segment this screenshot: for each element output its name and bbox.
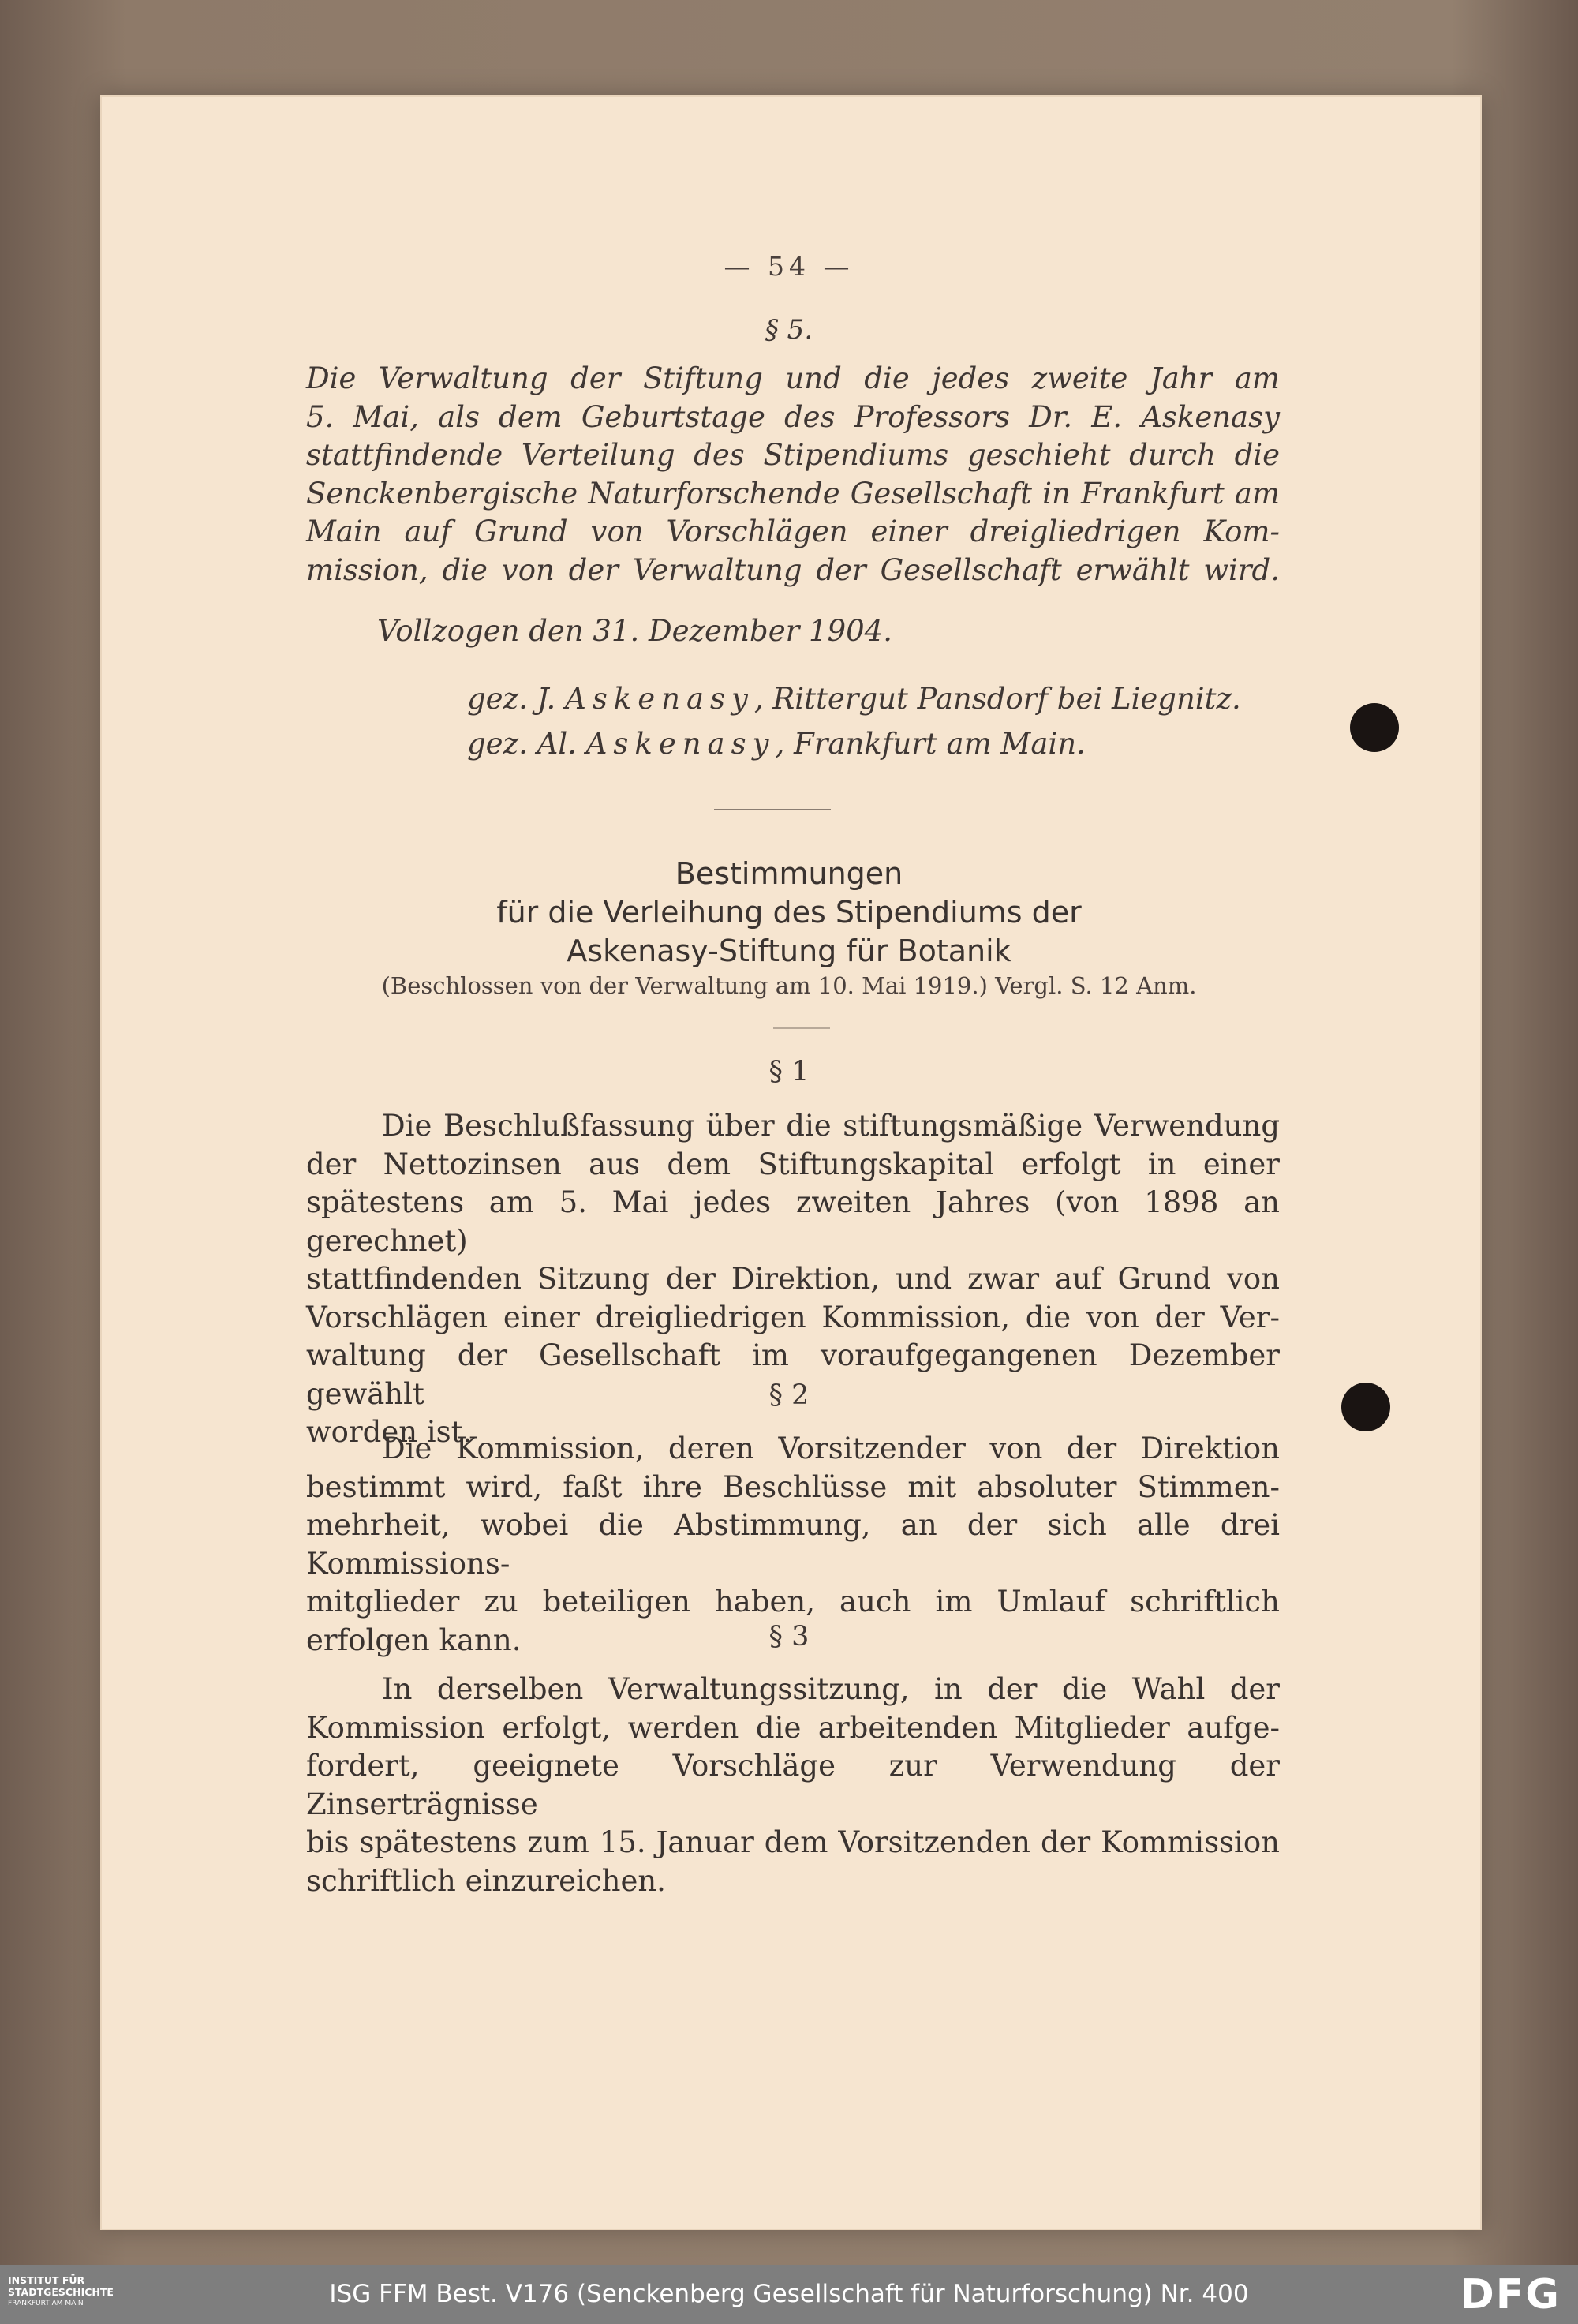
signature-1-prefix: gez. J. — [467, 682, 566, 716]
paragraph-1-line: waltung der Gesellschaft im voraufgegangenen Dezember gewählt — [306, 1338, 1280, 1411]
institution-line1: INSTITUT FÜR — [8, 2274, 85, 2286]
section-5-line: 5. Mai, als dem Geburtstage des Professors Dr. E. Askenasy — [306, 399, 1280, 434]
paragraph-3-line: In derselben Verwaltungssitzung, in der die Wahl der — [382, 1672, 1280, 1706]
institution-line3: FRANKFURT AM MAIN — [8, 2300, 84, 2307]
paragraph-1-line: stattfindenden Sitzung der Direktion, und zwar auf Grund von — [306, 1262, 1280, 1296]
section-5-text — [306, 360, 1280, 589]
section-5-line: mission, die von der Verwaltung der Gesellschaft erwählt wird. — [306, 552, 1280, 587]
archive-footer-bar — [0, 2265, 1578, 2324]
paragraph-3-line: Kommission erfolgt, werden die arbeitenden Mitglieder aufge- — [306, 1710, 1280, 1745]
paragraph-3-text — [306, 1671, 1280, 1900]
signature-2-prefix: gez. Al. — [467, 727, 586, 761]
paragraph-3-line: schriftlich einzureichen. — [306, 1863, 666, 1898]
regulations-title-line3: Askenasy-Stiftung für Botanik — [567, 934, 1011, 968]
paragraph-1-line: Vorschlägen einer dreigliedrigen Kommission, die von der Ver- — [306, 1300, 1280, 1334]
paragraph-1-line: Die Beschlußfassung über die stiftungsmäßige Verwendung — [382, 1109, 1280, 1143]
paragraph-1-line: worden ist. — [306, 1415, 473, 1449]
paragraph-1-line: der Nettozinsen aus dem Stiftungskapital erfolgt in einer — [306, 1147, 1280, 1181]
paragraph-1-line: spätestens am 5. Mai jedes zweiten Jahres (von 1898 an gerechnet) — [306, 1185, 1280, 1258]
regulations-title-line2: für die Verleihung des Stipendiums der — [496, 895, 1082, 930]
archive-caption: ISG FFM Best. V176 (Senckenberg Gesellschaft für Naturforschung) Nr. 400 — [329, 2280, 1249, 2308]
signature-1 — [467, 682, 1241, 716]
signature-2 — [467, 727, 1086, 761]
divider-rule-small — [773, 1027, 830, 1029]
paragraph-2-line: bestimmt wird, faßt ihre Beschlüsse mit absoluter Stimmen- — [306, 1469, 1280, 1504]
signature-1-suffix: , Rittergut Pansdorf bei Liegnitz. — [753, 682, 1241, 716]
section-5-mark: § 5. — [765, 314, 813, 346]
regulations-title-line1: Bestimmungen — [675, 856, 903, 891]
paragraph-3-line: fordert, geeignete Vorschläge zur Verwendung der Zinserträgnisse — [306, 1749, 1280, 1821]
executed-date: Vollzogen den 31. Dezember 1904. — [377, 614, 892, 648]
divider-rule — [714, 809, 831, 810]
signature-1-name: Askenasy — [565, 682, 754, 716]
paragraph-2-line: Die Kommission, deren Vorsitzender von der Direktion — [382, 1431, 1280, 1465]
paragraph-3-line: bis spätestens zum 15. Januar dem Vorsitzenden der Kommission — [306, 1825, 1280, 1859]
page-number: — 54 — — [724, 251, 854, 282]
punch-hole-top — [1350, 703, 1399, 752]
institution-line2: STADTGESCHICHTE — [8, 2286, 114, 2298]
paragraph-1-mark: § 1 — [768, 1056, 810, 1087]
section-5-line: Senckenbergische Naturforschende Gesellschaft in Frankfurt am — [306, 476, 1280, 511]
section-5-line: stattfindende Verteilung des Stipendiums geschieht durch die — [306, 438, 1280, 472]
signature-2-suffix: , Frankfurt am Main. — [775, 727, 1086, 761]
section-5-line: Die Verwaltung der Stiftung und die jedes zweite Jahr am — [306, 361, 1280, 395]
paragraph-3-mark: § 3 — [768, 1621, 810, 1652]
paragraph-2-line: mitglieder zu beteiligen haben, auch im Umlauf schriftlich — [306, 1585, 1280, 1619]
regulations-note: (Beschlossen von der Verwaltung am 10. Mai 1919.) Vergl. S. 12 Anm. — [381, 972, 1197, 999]
dfg-logo: DFG — [1460, 2271, 1561, 2318]
paragraph-2-mark: § 2 — [768, 1379, 810, 1411]
signature-2-name: Askenasy — [585, 727, 776, 761]
section-5-line: Main auf Grund von Vorschlägen einer dreigliedrigen Kom- — [306, 515, 1280, 548]
paragraph-2-line: erfolgen kann. — [306, 1622, 522, 1657]
paragraph-2-line: mehrheit, wobei die Abstimmung, an der sich alle drei Kommissions- — [306, 1508, 1280, 1581]
